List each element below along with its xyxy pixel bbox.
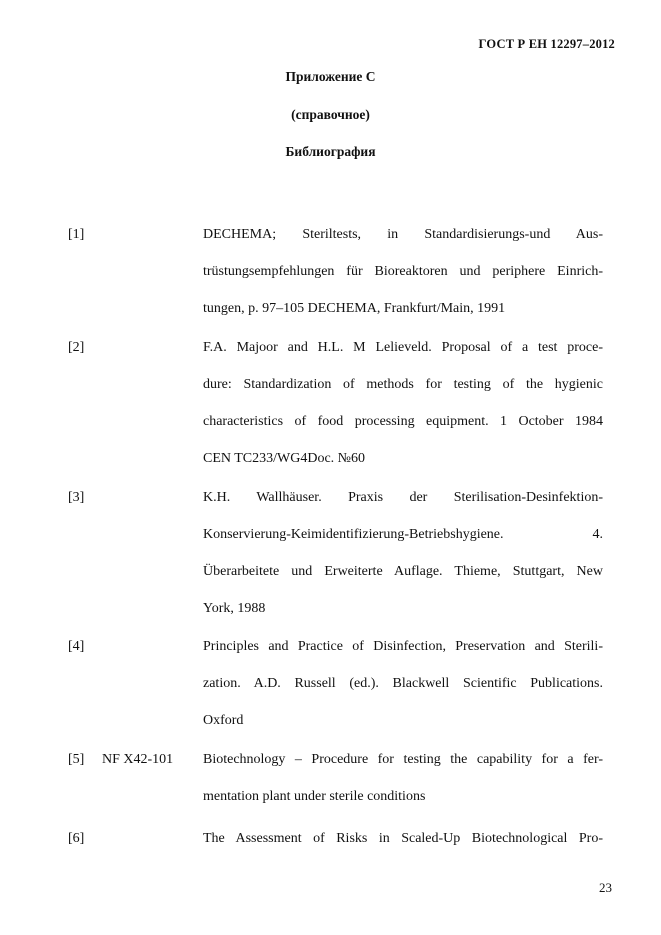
bibliography-heading: Библиография xyxy=(285,144,376,159)
reference-number: [3] xyxy=(68,490,85,505)
reference-line: trüstungsempfehlungen für Bioreaktoren und periphere Einrich- xyxy=(203,264,603,279)
reference-line: Oxford xyxy=(203,713,244,728)
reference-number: [4] xyxy=(68,639,85,654)
page-number: 23 xyxy=(599,880,612,895)
reference-number: [5] xyxy=(68,752,85,767)
reference-line: mentation plant under sterile conditions xyxy=(203,789,426,804)
reference-number: [6] xyxy=(68,831,85,846)
reference-line: Konservierung-Keimidentifizierung-Betriebshygiene. 4. xyxy=(203,527,603,542)
appendix-subtitle: (справочное) xyxy=(291,107,370,122)
reference-line: Principles and Practice of Disinfection, Preservation and Sterili- xyxy=(203,639,603,654)
reference-line: F.A. Majoor and H.L. M Lelieveld. Proposal of a test proce- xyxy=(203,340,603,355)
reference-line: York, 1988 xyxy=(203,601,266,616)
reference-text xyxy=(203,329,603,477)
reference-line: CEN TC233/WG4Doc. №60 xyxy=(203,451,366,466)
reference-line: tungen, p. 97–105 DECHEMA, Frankfurt/Main, 1991 xyxy=(203,301,506,316)
reference-line: DECHEMA; Steriltests, in Standardisierungs-und Aus- xyxy=(203,227,603,242)
reference-text xyxy=(203,216,603,327)
reference-text xyxy=(203,479,603,627)
reference-text xyxy=(203,628,603,739)
reference-line: characteristics of food processing equipment. 1 October 1984 xyxy=(203,414,603,429)
reference-text xyxy=(203,741,603,815)
reference-line: K.H. Wallhäuser. Praxis der Sterilisation-Desinfektion- xyxy=(203,490,603,505)
reference-line: dure: Standardization of methods for testing of the hygienic xyxy=(203,377,603,392)
reference-number: [2] xyxy=(68,340,85,355)
appendix-title: Приложение С xyxy=(285,69,376,84)
reference-line: Überarbeitete und Erweiterte Auflage. Thieme, Stuttgart, New xyxy=(203,564,603,579)
reference-line: zation. A.D. Russell (ed.). Blackwell Scientific Publications. xyxy=(203,676,603,691)
reference-line: The Assessment of Risks in Scaled-Up Biotechnological Pro- xyxy=(203,831,603,846)
reference-line: Biotechnology – Procedure for testing the capability for a fer- xyxy=(203,752,603,767)
reference-number: [1] xyxy=(68,227,85,242)
reference-text xyxy=(203,820,603,857)
reference-standard-code: NF X42-101 xyxy=(102,752,174,767)
document-standard-number: ГОСТ Р ЕН 12297–2012 xyxy=(478,37,615,51)
